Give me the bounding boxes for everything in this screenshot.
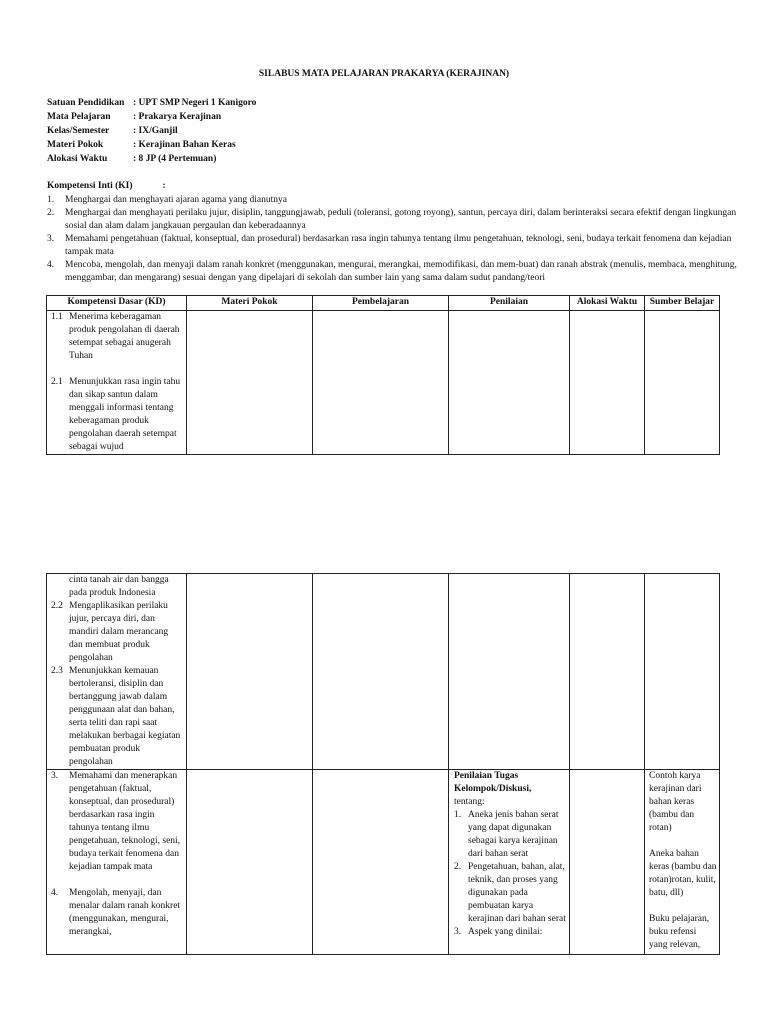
identity-value: : Kerajinan Bahan Keras <box>133 140 236 150</box>
penilaian-cell <box>449 574 570 770</box>
header-sumber-belajar: Sumber Belajar <box>645 296 720 311</box>
table-row <box>47 311 720 455</box>
sumber-cell <box>645 311 720 455</box>
penilaian-heading: Penilaian Tugas Kelompok/Diskusi, <box>454 771 532 794</box>
penilaian-number: 3. <box>454 927 462 937</box>
kd-number: 3. <box>51 771 59 781</box>
kd-item <box>47 770 186 874</box>
identity-label: Satuan Pendidikan <box>47 98 125 108</box>
ki-heading-text: Kompetensi Inti (KI) <box>47 181 133 191</box>
ki-item <box>47 259 737 285</box>
identity-row <box>47 139 256 153</box>
identity-label: Mata Pelajaran <box>47 112 111 122</box>
kd-item <box>47 311 186 363</box>
penilaian-block <box>449 770 569 939</box>
materi-cell <box>187 574 313 770</box>
identity-block <box>47 97 256 167</box>
alokasi-cell <box>570 770 645 955</box>
kd-text: Menerima keberagaman produk pengolahan di daerah setempat sebagai anugerah Tuhan <box>69 312 180 361</box>
materi-cell <box>187 770 313 955</box>
kd-continuation: cinta tanah air dan bangga pada produk Indonesia <box>69 575 169 598</box>
ki-text: Memahami pengetahuan (faktual, konseptual, dan prosedural) berdasarkan rasa ingin tahunya tentang ilmu pengetahuan, teknologi, seni, budaya terkait fenomena dan kejadian tampak mata <box>65 234 732 257</box>
sumber-item: Contoh karya kerajinan dari bahan keras (bambu dan rotan) <box>649 771 702 833</box>
penilaian-text: Pengetahuan, bahan, alat, teknik, dan proses yang digunakan pada pembuatan karya kerajinan dari bahan serat <box>468 862 566 924</box>
kd-cell <box>47 770 187 955</box>
identity-label: Alokasi Waktu <box>47 154 108 164</box>
ki-number: 1. <box>47 195 55 205</box>
header-alokasi-waktu: Alokasi Waktu <box>570 296 645 311</box>
ki-number: 4. <box>47 260 55 270</box>
ki-text: Menghargai dan menghayati perilaku jujur, disiplin, tanggungjawab, peduli (toleransi, gotong royong), santun, percaya diri, dalam berinteraksi secara efektif dengan lingkungan sosial dan alam dalam jangkauan pergaulan dan keberadaannya <box>65 208 737 231</box>
kd-number: 4. <box>51 888 59 898</box>
kd-item <box>47 376 186 454</box>
header-penilaian: Penilaian <box>449 296 570 311</box>
penilaian-intro: tentang: <box>454 797 485 807</box>
identity-label: Kelas/Semester <box>47 126 110 136</box>
pembelajaran-cell <box>313 770 449 955</box>
kd-text: Mengolah, menyaji, dan menalar dalam ranah konkret (menggunakan, mengurai, merangkai, <box>69 888 181 937</box>
kd-cell <box>47 311 187 455</box>
ki-item <box>47 194 737 207</box>
identity-value: : UPT SMP Negeri 1 Kanigoro <box>133 98 257 108</box>
ki-list <box>47 194 737 285</box>
pembelajaran-cell <box>313 311 449 455</box>
header-materi-pokok: Materi Pokok <box>187 296 313 311</box>
identity-row <box>47 97 256 111</box>
table-row <box>47 574 720 770</box>
identity-value: : Prakarya Kerajinan <box>133 112 222 122</box>
penilaian-number: 2. <box>454 862 462 872</box>
header-kompetensi-dasar: Kompetensi Dasar (KD) <box>47 296 187 311</box>
identity-row <box>47 111 256 125</box>
kd-item <box>47 887 186 939</box>
kd-item <box>47 665 186 769</box>
kd-item <box>47 600 186 665</box>
kd-number: 2.1 <box>51 377 63 387</box>
header-pembelajaran: Pembelajaran <box>313 296 449 311</box>
ki-text: Menghargai dan menghayati ajaran agama yang dianutnya <box>65 195 287 205</box>
identity-label: Materi Pokok <box>47 140 104 150</box>
document-title: SILABUS MATA PELAJARAN PRAKARYA (KERAJINAN) <box>258 69 510 79</box>
penilaian-number: 1. <box>454 810 462 820</box>
sumber-cell <box>645 574 720 770</box>
penilaian-item <box>454 861 567 926</box>
ki-number: 2. <box>47 208 55 218</box>
sumber-item: Buku pelajaran, buku refensi yang relevan, <box>649 914 710 950</box>
ki-item <box>47 207 737 233</box>
sumber-cell <box>645 770 720 955</box>
identity-row <box>47 125 256 139</box>
identity-row <box>47 153 256 167</box>
kd-cell <box>47 574 187 770</box>
table-row <box>47 770 720 955</box>
identity-value: : IX/Ganjil <box>133 126 178 136</box>
kd-number: 2.3 <box>51 666 63 676</box>
kd-text: Menunjukkan rasa ingin tahu dan sikap santun dalam menggali informasi tentang keberagaman produk pengolahan daerah setempat sebagai wujud <box>69 377 181 452</box>
syllabus-table-page-2 <box>46 573 720 955</box>
pembelajaran-cell <box>313 574 449 770</box>
penilaian-cell <box>449 770 570 955</box>
penilaian-item <box>454 926 567 939</box>
ki-heading-colon: : <box>162 181 166 191</box>
ki-item <box>47 233 737 259</box>
sumber-item: Aneka bahan keras (bambu dan rotan)rotan, kulit, batu, dll) <box>649 849 717 898</box>
syllabus-table-page-1 <box>46 295 720 455</box>
table-header-row <box>47 296 720 311</box>
ki-number: 3. <box>47 234 55 244</box>
penilaian-item <box>454 809 567 861</box>
kd-text: Menunjukkan kemauan bertoleransi, disiplin dan bertanggung jawab dalam penggunaan alat dan bahan, serta teliti dan rapi saat melakukan berbagai kegiatan pembuatan produk pengolahan <box>69 666 181 767</box>
penilaian-cell <box>449 311 570 455</box>
kd-text: Mengaplikasikan perilaku jujur, percaya diri, dan mandiri dalam merancang dan membuat produk pengolahan <box>69 601 169 663</box>
alokasi-cell <box>570 311 645 455</box>
ki-heading <box>47 180 166 193</box>
penilaian-text: Aneka jenis bahan serat yang dapat digunakan sebagai karya kerajinan dari bahan serat <box>468 810 559 859</box>
alokasi-cell <box>570 574 645 770</box>
identity-value: : 8 JP (4 Pertemuan) <box>133 154 217 164</box>
penilaian-text: Aspek yang dinilai: <box>468 927 543 937</box>
kd-text: Memahami dan menerapkan pengetahuan (faktual, konseptual, dan prosedural) berdasarkan rasa ingin tahunya tentang ilmu pengetahuan, teknologi, seni, budaya terkait fenomena dan kejadian tampak mata <box>69 771 181 872</box>
kd-number: 2.2 <box>51 601 63 611</box>
kd-number: 1.1 <box>51 312 63 322</box>
materi-cell <box>187 311 313 455</box>
ki-text: Mencoba, mengolah, dan menyaji dalam ranah konkret (menggunakan, mengurai, merangkai, memodifikasi, dan mem-buat) dan ranah abstrak (menulis, membaca, menghitung, menggambar, dan mengarang) sesuai dengan yang dipelajari di sekolah dan sumber lain yang sama dalam sudut pandang/teori <box>65 260 737 283</box>
